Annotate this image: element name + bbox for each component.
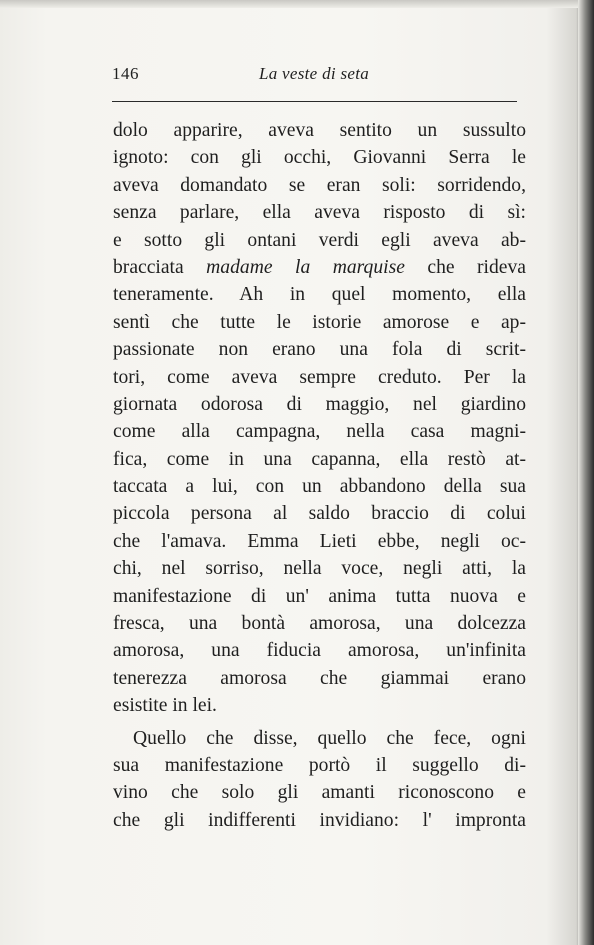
text-line: senza parlare, ella aveva risposto di sì: bbox=[113, 202, 526, 224]
text-line: teneramente. Ah in quel momento, ella bbox=[113, 284, 526, 306]
body-text bbox=[113, 117, 526, 834]
text-line: come alla campagna, nella casa magni- bbox=[113, 421, 526, 443]
text-line: tenerezza amorosa che giammai erano bbox=[113, 667, 526, 689]
text-line: dolo apparire, aveva sentito un sussulto bbox=[113, 120, 526, 141]
text-line: passionate non erano una fola di scrit- bbox=[113, 339, 526, 361]
text-line: piccola persona al saldo braccio di colui bbox=[113, 503, 526, 525]
text-line: fica, come in una capanna, ella restò at- bbox=[113, 448, 526, 470]
text-line: ignoto: con gli occhi, Giovanni Serra le bbox=[113, 147, 526, 169]
paragraph-2 bbox=[113, 725, 526, 835]
text-line: e sotto gli ontani verdi egli aveva ab- bbox=[113, 229, 526, 251]
italic-phrase: madame la marquise bbox=[206, 256, 405, 278]
running-title: La veste di seta bbox=[258, 64, 370, 83]
header-rule bbox=[112, 101, 517, 102]
page-header bbox=[112, 64, 516, 94]
text-line: che gli indifferenti invidiano: l' impronta bbox=[113, 809, 526, 831]
book-spine-edge bbox=[578, 0, 594, 945]
text-line: sentì che tutte le istorie amorose e ap- bbox=[113, 311, 526, 333]
text-line: Quello che disse, quello che fece, ogni bbox=[133, 727, 526, 749]
text-line: chi, nel sorriso, nella voce, negli atti, la bbox=[113, 558, 526, 580]
text-line: fresca, una bontà amorosa, una dolcezza bbox=[113, 613, 526, 635]
text-line: vino che solo gli amanti riconoscono e bbox=[113, 782, 526, 804]
text-line: manifestazione di un' anima tutta nuova e bbox=[113, 585, 526, 607]
text-line: aveva domandato se eran soli: sorridendo, bbox=[113, 174, 526, 196]
text-line-italic-phrase: bracciata madame la marquise che rideva bbox=[113, 256, 526, 278]
text-line: giornata odorosa di maggio, nel giardino bbox=[113, 393, 526, 415]
paragraph-1 bbox=[113, 117, 526, 720]
text-line: tori, come aveva sempre creduto. Per la bbox=[113, 366, 526, 388]
text-line: taccata a lui, con un abbandono della sua bbox=[113, 476, 526, 498]
text-line: amorosa, una fiducia amorosa, un'infinita bbox=[113, 640, 526, 662]
text-line: sua manifestazione portò il suggello di- bbox=[113, 754, 526, 776]
page-number: 146 bbox=[112, 64, 139, 83]
text-line: che l'amava. Emma Lieti ebbe, negli oc- bbox=[113, 530, 526, 552]
page-top-edge bbox=[0, 0, 594, 8]
text-line: esistite in lei. bbox=[113, 695, 217, 717]
